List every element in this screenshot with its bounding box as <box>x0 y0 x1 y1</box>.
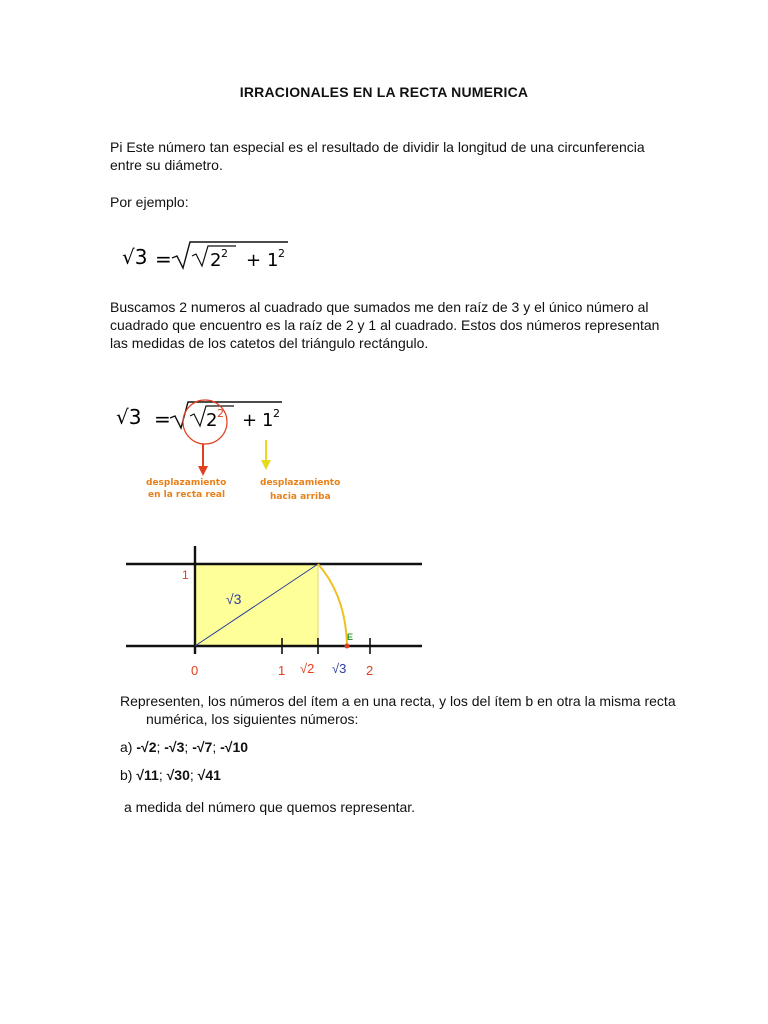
item-a-value: -√10 <box>220 739 249 755</box>
instruction-paragraph: Representen, los números del ítem a en una recta, y los del ítem b en otra la misma recta numérica, los siguientes números: <box>120 693 676 727</box>
item-a-value: -√7 <box>192 739 213 755</box>
note-right-line2: hacia arriba <box>270 492 331 502</box>
note-left-line2: en la recta real <box>148 490 226 500</box>
closing-paragraph: a medida del número que quemos representar. <box>124 799 416 815</box>
formula2-term2-exp: 2 <box>273 407 280 420</box>
note-left-line1: desplazamiento <box>146 478 227 488</box>
formula2-plus: + <box>242 410 258 431</box>
formula1-plus: + <box>246 250 262 271</box>
point-e <box>345 644 350 649</box>
highlight-circle <box>183 400 227 444</box>
item-a-label: a) <box>120 739 133 755</box>
item-a: a) -√2; -√3; -√7; -√10 <box>120 739 249 755</box>
item-b-label: b) <box>120 767 133 783</box>
example-label: Por ejemplo: <box>110 194 189 210</box>
formula-sqrt3 <box>110 228 310 278</box>
item-b-value: √11 <box>136 767 159 783</box>
tick-label-1: 1 <box>278 663 286 678</box>
page-title: IRRACIONALES EN LA RECTA NUMERICA <box>239 84 529 100</box>
formula1-term1-exp: 2 <box>221 247 228 260</box>
formula1-lhs: √3 <box>122 245 148 269</box>
item-b-value: √41 <box>197 767 221 783</box>
intro-paragraph: Pi Este número tan especial es el resultado de dividir la longitud de una circunferencia entre su diámetro. <box>110 139 645 173</box>
formula-annotated <box>110 392 370 512</box>
down-arrow-icon <box>198 466 208 476</box>
tick-label-0: 0 <box>191 663 199 678</box>
formula1-term1-base: 2 <box>210 250 222 271</box>
formula2-term2-base: 1 <box>262 410 274 431</box>
formula2-term1-exp: 2 <box>217 407 224 420</box>
item-b: b) √11; √30; √41 <box>120 767 221 783</box>
note-right-line1: desplazamiento <box>260 478 341 488</box>
formula2-term1-base: 2 <box>206 410 218 431</box>
formula1-term2-exp: 2 <box>278 247 285 260</box>
formula1-equals: = <box>155 247 172 271</box>
tick-label-sqrt2: √2 <box>300 661 315 676</box>
label-hypotenuse: √3 <box>226 591 242 607</box>
formula2-lhs: √3 <box>116 405 142 429</box>
down-arrow-icon <box>261 460 271 470</box>
tick-label-sqrt3: √3 <box>332 661 347 676</box>
formula1-term2-base: 1 <box>267 250 279 271</box>
item-a-value: -√2 <box>136 739 157 755</box>
tick-label-2: 2 <box>366 663 374 678</box>
label-one-vertical: 1 <box>182 568 189 582</box>
number-line-diagram <box>120 538 430 684</box>
compass-arc <box>318 564 347 646</box>
item-a-value: -√3 <box>164 739 185 755</box>
formula2-equals: = <box>154 407 171 431</box>
item-b-value: √30 <box>166 767 190 783</box>
explanation-paragraph: Buscamos 2 numeros al cuadrado que sumados me den raíz de 3 y el único número al cuadrado que encuentro es la raíz de 2 y 1 al cuadrado. Estos dos números representan las medidas de los catetos del triángulo rectángulo. <box>110 299 660 351</box>
label-point-e: E <box>347 632 354 642</box>
